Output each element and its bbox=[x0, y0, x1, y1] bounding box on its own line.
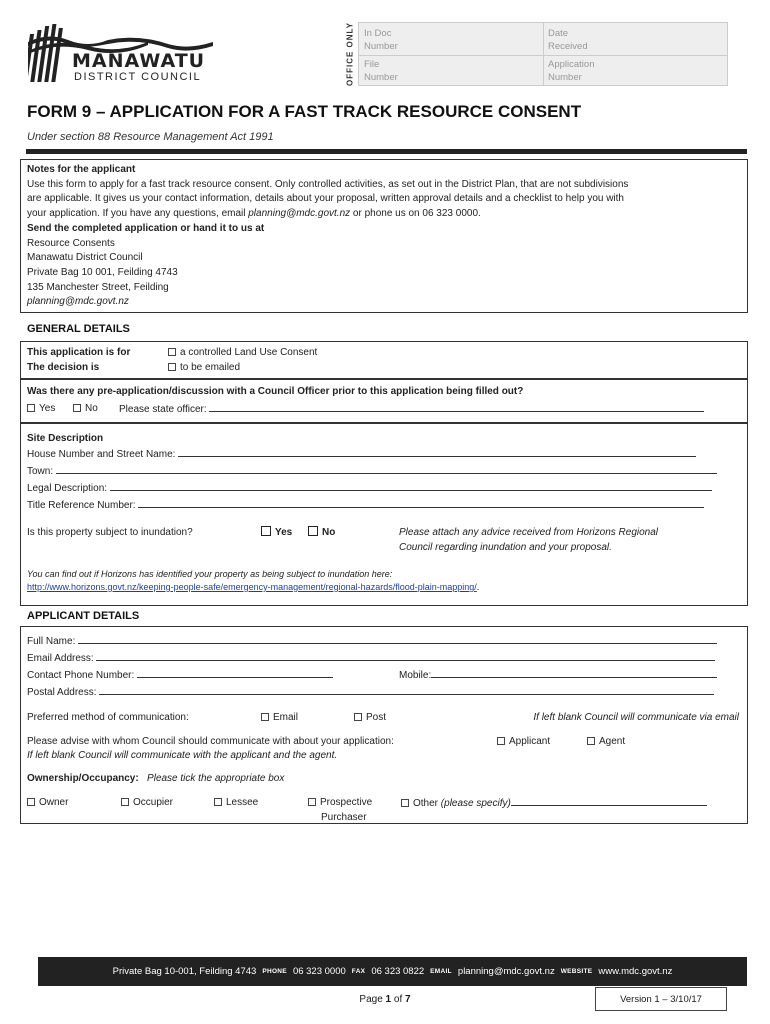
footer-phone: 06 323 0000 bbox=[292, 966, 346, 977]
send-heading: Send the completed application or hand it to us at bbox=[27, 222, 265, 234]
pref-post-option[interactable]: Post bbox=[354, 711, 386, 726]
pref-note: If left blank Council will communicate via email bbox=[533, 712, 739, 723]
applicant-details-heading: APPLICANT DETAILS bbox=[27, 610, 140, 622]
address-line1: Resource Consents bbox=[27, 237, 115, 249]
occupier-option[interactable]: Occupier bbox=[121, 796, 173, 811]
flood-mapping-link[interactable]: http://www.horizons.govt.nz/keeping-people-safe/emergency-management/regional-hazards/flood-plain-mapping/ bbox=[27, 582, 477, 592]
pref-post-checkbox[interactable] bbox=[354, 713, 362, 721]
inundation-yes-option[interactable]: Yes bbox=[261, 526, 292, 541]
site-description-box bbox=[20, 423, 748, 606]
emailed-option[interactable]: to be emailed bbox=[168, 361, 240, 376]
preapp-yes-checkbox[interactable] bbox=[27, 404, 35, 412]
preapp-no-checkbox[interactable] bbox=[73, 404, 81, 412]
owner-checkbox[interactable] bbox=[27, 798, 35, 806]
footer-fax-label: FAX bbox=[351, 968, 366, 975]
footer-website-label: WEBSITE bbox=[560, 968, 593, 975]
occupier-checkbox[interactable] bbox=[121, 798, 129, 806]
office-use-table bbox=[358, 22, 728, 86]
house-street-field[interactable]: House Number and Street Name: bbox=[27, 447, 696, 463]
ownership-row: Ownership/Occupancy: Please tick the appropriate box bbox=[27, 773, 285, 784]
other-option[interactable]: Other (please specify) bbox=[401, 796, 707, 812]
address-email[interactable]: planning@mdc.govt.nz bbox=[27, 296, 129, 308]
prospective-purchaser-option[interactable]: Prospective Purchaser bbox=[308, 796, 372, 825]
lessee-option[interactable]: Lessee bbox=[214, 796, 258, 811]
inundation-no-checkbox[interactable] bbox=[308, 526, 318, 536]
town-field[interactable]: Town: bbox=[27, 464, 717, 480]
notes-body-line3: your application. If you have any questions, email planning@mdc.govt.nz or phone us on 06 323 0000. bbox=[27, 208, 481, 220]
pref-method-label: Preferred method of communication: bbox=[27, 712, 189, 723]
footer-fax: 06 323 0822 bbox=[371, 966, 425, 977]
email-field[interactable]: Email Address: bbox=[27, 651, 715, 667]
mobile-field[interactable]: Mobile: bbox=[399, 668, 717, 684]
title-divider bbox=[26, 149, 747, 154]
applicant-option[interactable]: Applicant bbox=[497, 735, 550, 750]
pref-email-checkbox[interactable] bbox=[261, 713, 269, 721]
inundation-no-option[interactable]: No bbox=[308, 526, 335, 541]
office-only-label: OFFICE ONLY bbox=[345, 21, 355, 87]
flood-mapping-link-row: http://www.horizons.govt.nz/keeping-people-safe/emergency-management/regional-hazards/flood-plain-mapping/. bbox=[27, 582, 480, 592]
agent-checkbox[interactable] bbox=[587, 737, 595, 745]
version-label: Version 1 – 3/10/17 bbox=[595, 987, 727, 1011]
logo-subtitle: DISTRICT COUNCIL bbox=[74, 71, 202, 83]
pre-application-box bbox=[20, 379, 748, 423]
owner-option[interactable]: Owner bbox=[27, 796, 68, 811]
inundation-note: Please attach any advice received from Horizons Regional Council regarding inundation and your proposal. bbox=[399, 527, 659, 553]
application-number-field: Application Number bbox=[548, 59, 595, 83]
footer-email-label: EMAIL bbox=[430, 968, 452, 975]
footer-address: Private Bag 10-001, Feilding 4743 bbox=[112, 966, 257, 977]
applicant-checkbox[interactable] bbox=[497, 737, 505, 745]
other-checkbox[interactable] bbox=[401, 799, 409, 807]
page-title: FORM 9 – APPLICATION FOR A FAST TRACK RESOURCE CONSENT bbox=[27, 102, 582, 121]
address-line2: Manawatu District Council bbox=[27, 252, 143, 264]
notes-heading: Notes for the applicant bbox=[27, 164, 136, 175]
footer-contact-bar bbox=[38, 957, 747, 986]
lessee-checkbox[interactable] bbox=[214, 798, 222, 806]
title-reference-field[interactable]: Title Reference Number: bbox=[27, 498, 704, 514]
address-line4: 135 Manchester Street, Feilding bbox=[27, 281, 169, 293]
land-use-checkbox[interactable] bbox=[168, 348, 176, 356]
postal-address-field[interactable]: Postal Address: bbox=[27, 685, 714, 701]
preapp-yes-option[interactable]: Yes bbox=[27, 402, 55, 417]
contact-phone-field[interactable]: Contact Phone Number: bbox=[27, 668, 333, 684]
applicant-details-box bbox=[20, 626, 748, 824]
inundation-yes-checkbox[interactable] bbox=[261, 526, 271, 536]
advise-note: If left blank Council will communicate with the applicant and the agent. bbox=[27, 750, 338, 761]
legal-description-field[interactable]: Legal Description: bbox=[27, 481, 712, 497]
preapp-no-option[interactable]: No bbox=[73, 402, 98, 417]
decision-label: The decision is bbox=[27, 362, 100, 373]
in-doc-number-field: In Doc Number bbox=[364, 28, 398, 52]
prospective-purchaser-checkbox[interactable] bbox=[308, 798, 316, 806]
footer-website[interactable]: www.mdc.govt.nz bbox=[598, 966, 673, 977]
notes-email[interactable]: planning@mdc.govt.nz bbox=[248, 208, 351, 220]
footer-phone-label: PHONE bbox=[262, 968, 287, 975]
footer-email[interactable]: planning@mdc.govt.nz bbox=[457, 966, 555, 977]
address-line3: Private Bag 10 001, Feilding 4743 bbox=[27, 266, 178, 278]
page-number: Page 1 of 7 bbox=[359, 994, 411, 1005]
inundation-question: Is this property subject to inundation? bbox=[27, 527, 193, 538]
page-subtitle: Under section 88 Resource Management Act 1991 bbox=[27, 131, 274, 143]
notes-box bbox=[20, 159, 748, 313]
emailed-checkbox[interactable] bbox=[168, 363, 176, 371]
application-type-box bbox=[20, 341, 748, 379]
logo-name: MANAWATU bbox=[72, 50, 206, 72]
app-for-label: This application is for bbox=[27, 347, 131, 358]
full-name-field[interactable]: Full Name: bbox=[27, 634, 717, 650]
advise-label: Please advise with whom Council should communicate with about your application: bbox=[27, 736, 394, 747]
find-out-text: You can find out if Horizons has identified your property as being subject to inundation here: bbox=[27, 569, 393, 579]
date-received-field: Date Received bbox=[548, 28, 588, 52]
land-use-consent-option[interactable]: a controlled Land Use Consent bbox=[168, 346, 317, 361]
agent-option[interactable]: Agent bbox=[587, 735, 625, 750]
notes-body-line1: Use this form to apply for a fast track resource consent. Only controlled activities, as set out in the District Plan, that are not subdivisions bbox=[27, 178, 629, 190]
site-description-heading: Site Description bbox=[27, 433, 104, 444]
notes-body-line2: are applicable. It gives us your contact information, details about your proposal, written approval details and a checklist to help you with bbox=[27, 193, 624, 205]
general-details-heading: GENERAL DETAILS bbox=[27, 323, 130, 335]
file-number-field: File Number bbox=[364, 59, 398, 83]
officer-field[interactable]: Please state officer: bbox=[119, 402, 729, 418]
pref-email-option[interactable]: Email bbox=[261, 711, 298, 726]
pre-application-question: Was there any pre-application/discussion with a Council Officer prior to this application being filled out? bbox=[27, 386, 524, 397]
